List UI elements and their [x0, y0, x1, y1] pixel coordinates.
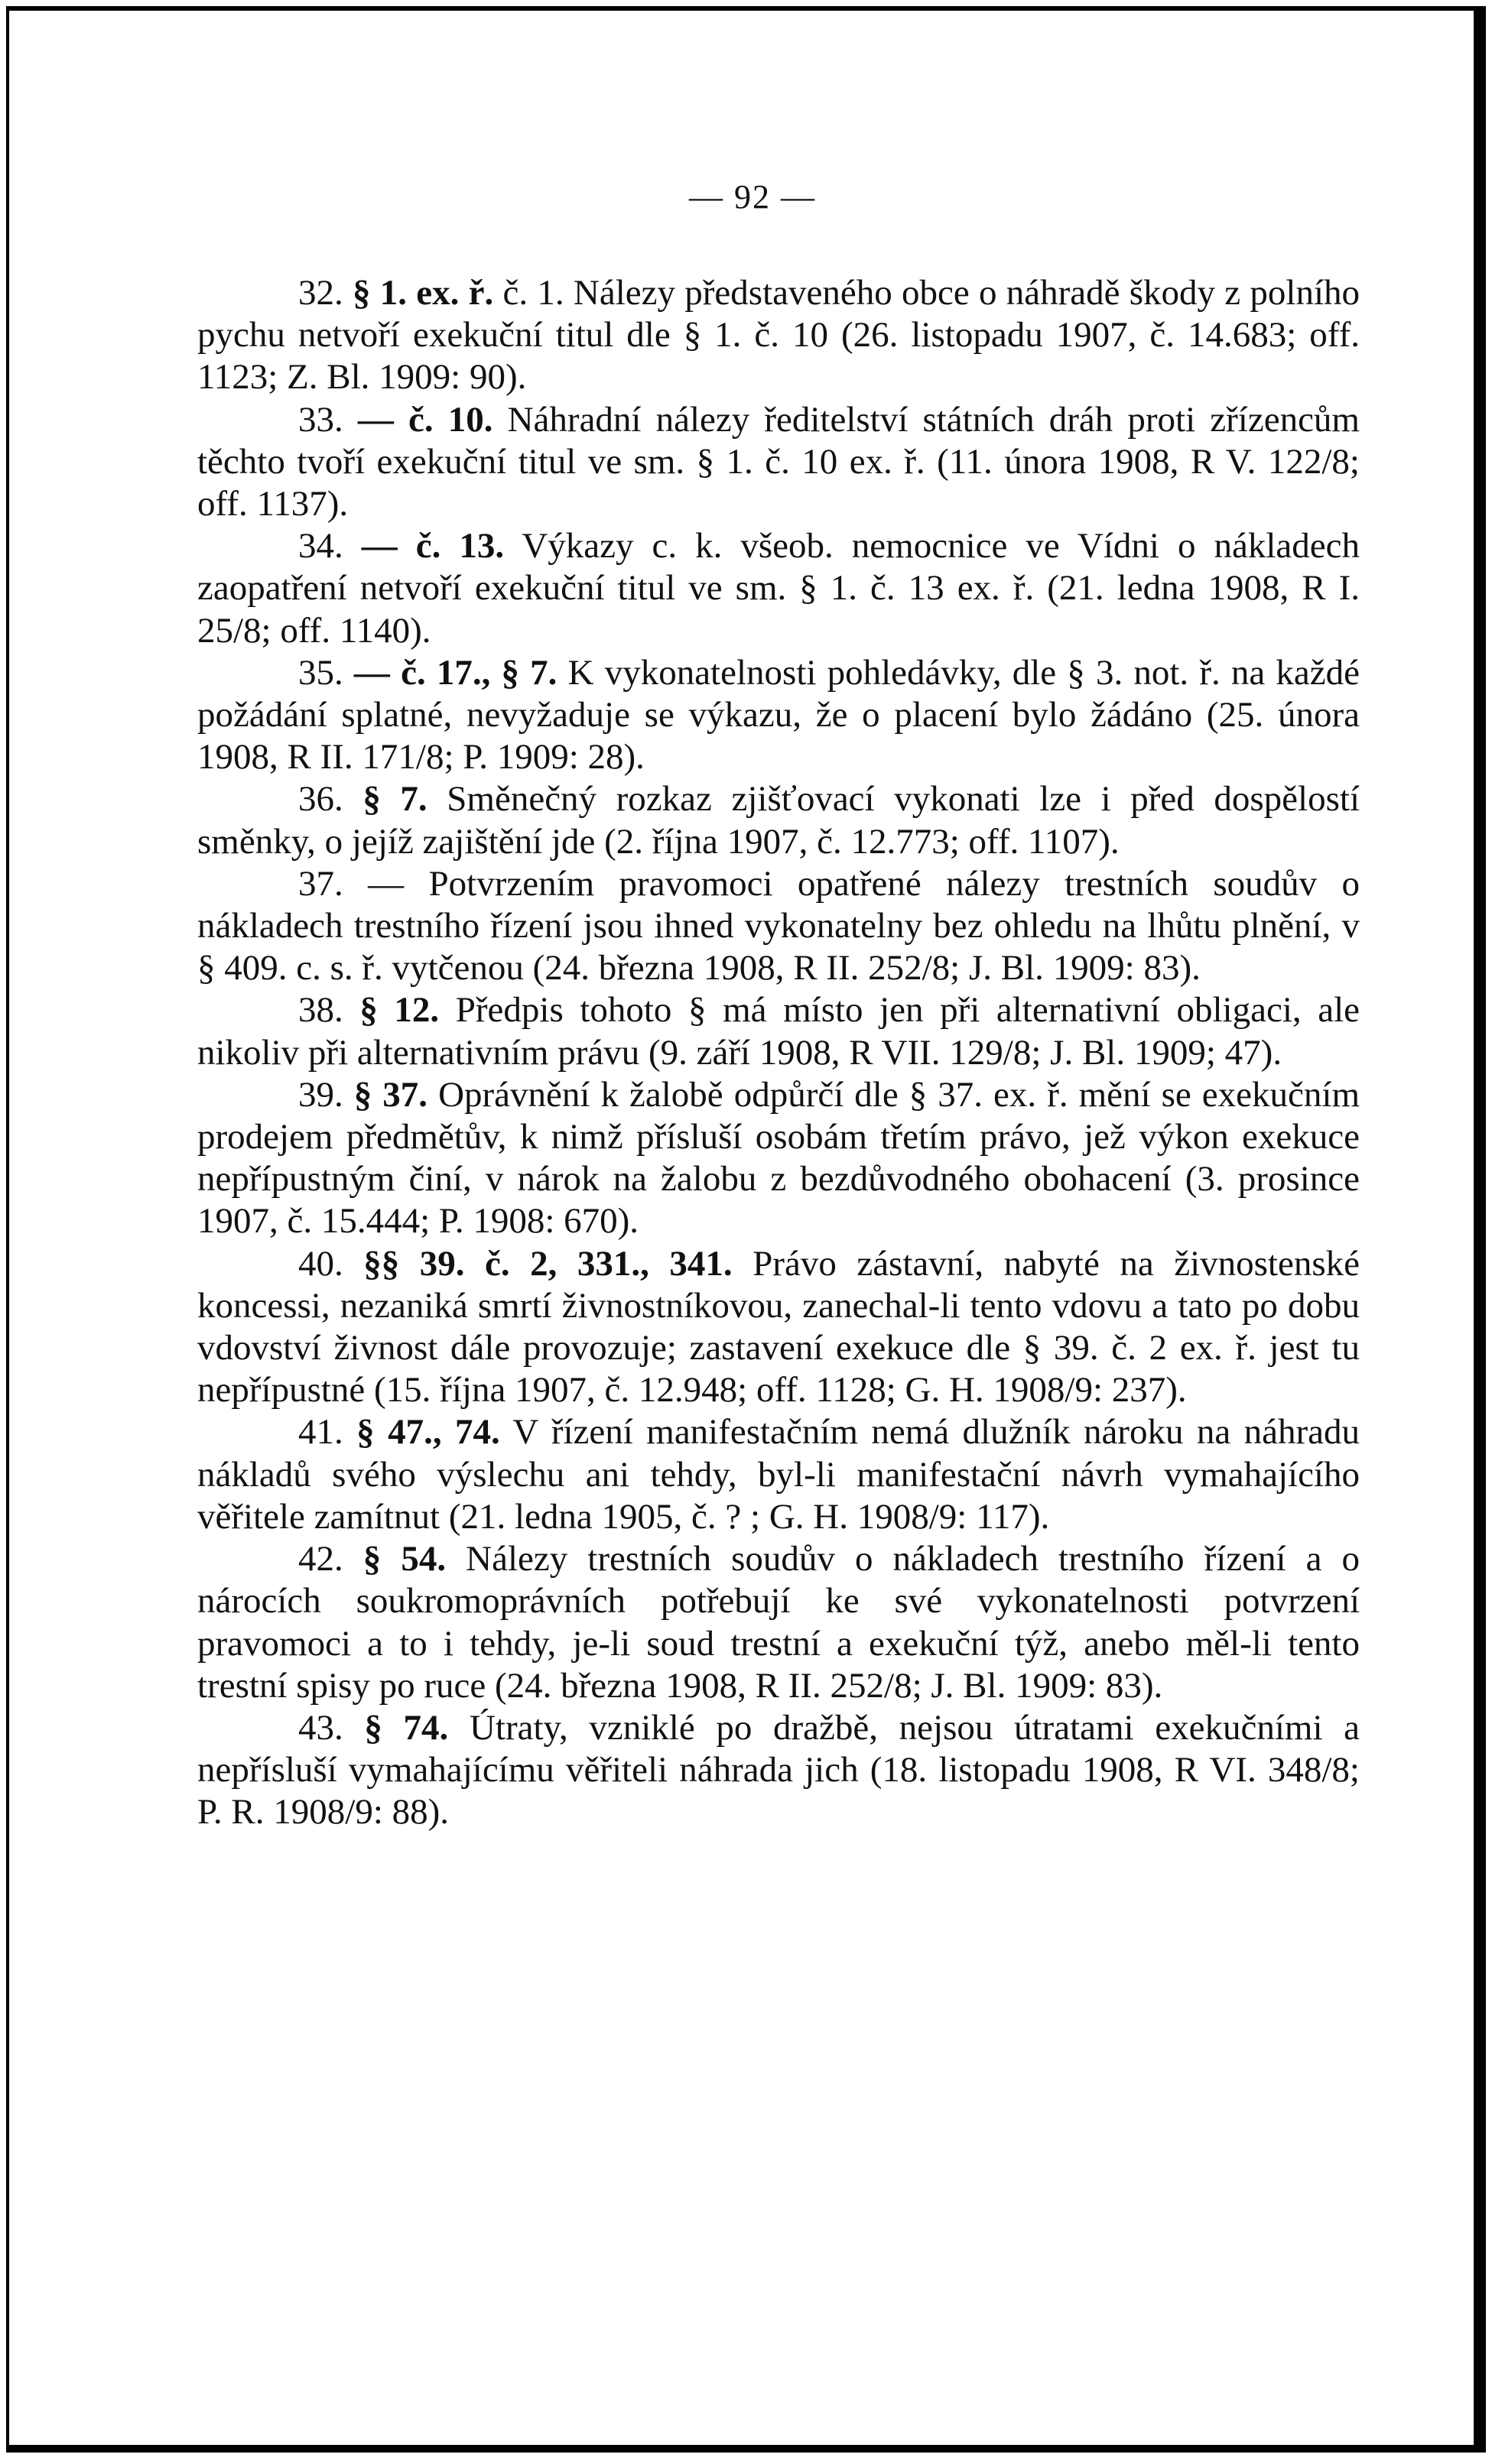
entry-39 [197, 1074, 1360, 1243]
entry-35 [197, 652, 1360, 779]
entry-number: 37. [298, 863, 343, 904]
entry-reference: § 37. [353, 1074, 428, 1115]
entry-reference: § 7. [362, 779, 427, 820]
entry-number: 34. [298, 526, 343, 566]
entry-number: 38. [298, 990, 343, 1031]
entry-number: 40. [298, 1243, 343, 1284]
entry-43 [197, 1707, 1360, 1834]
entry-reference: — č. 10. [357, 399, 493, 440]
entry-text: — Potvrzením pravomoci opatřené nálezy trestních soudův o nákladech trestního řízení jsou ihned vykonatelny bez ohledu na lhůtu plnění, v § 409. c. s. ř. vytčenou (24. března 1908, R II. 252/8; J. Bl. 1909: 83). [197, 863, 1360, 989]
entry-text: V řízení manifestačním nemá dlužník nároku na náhradu nákladů svého výslechu ani tehdy, byl-li manifestační návrh vymahajícího věřitele zamítnut (21. ledna 1905, č. ? ; G. H. 1908/9: 117). [197, 1412, 1360, 1537]
entry-number: 33. [298, 399, 343, 440]
entry-33 [197, 399, 1360, 526]
entry-text: Oprávnění k žalobě odpůrčí dle § 37. ex. ř. mění se exekučním prodejem předmětův, k nimž přísluší osobám třetím právo, jež výkon exekuce nepřípustným činí, v nárok na žalobu z bezdůvodného obohacení (3. prosince 1907, č. 15.444; P. 1908: 670). [197, 1074, 1360, 1242]
entry-text: Nálezy trestních soudův o nákladech trestního řízení a o nárocích soukromoprávních potřebují ke své vykonatelnosti potvrzení pravomoci a to i tehdy, je-li soud trestní a exekuční týž, anebo měl-li tento trestní spisy po ruce (24. března 1908, R II. 252/8; J. Bl. 1909: 83). [197, 1539, 1360, 1706]
entry-36 [197, 778, 1360, 862]
entry-text: Výkazy c. k. všeob. nemocnice ve Vídni o nákladech zaopatření netvoří exekuční titul ve sm. § 1. č. 13 ex. ř. (21. ledna 1908, R I. 25/8; off. 1140). [197, 526, 1360, 651]
entry-32 [197, 272, 1360, 399]
entry-text: K vykonatelnosti pohledávky, dle § 3. not. ř. na každé požádání splatné, nevyžaduje se výkazu, že o placení bylo žádáno (25. února 1908, R II. 171/8; P. 1909: 28). [197, 652, 1360, 778]
entry-reference: § 12. [359, 990, 440, 1031]
entry-text: Náhradní nálezy ředitelství státních dráh proti zřízencům těchto tvoří exekuční titul ve sm. § 1. č. 10 ex. ř. (11. února 1908, R V. 122/8; off. 1137). [197, 399, 1360, 524]
entry-40 [197, 1243, 1360, 1412]
entry-number: 32. [298, 273, 343, 313]
entry-reference: § 54. [362, 1539, 447, 1579]
entry-text: Předpis tohoto § má místo jen při alternativní obligaci, ale nikoliv při alternativním právu (9. září 1908, R VII. 129/8; J. Bl. 1909; 47). [197, 990, 1360, 1073]
entry-number: 39. [298, 1074, 343, 1115]
entry-text: Útraty, vzniklé po dražbě, nejsou útratami exekučními a nepřísluší vymahajícímu věřiteli náhrada jich (18. listopadu 1908, R VI. 348/8; P. R. 1908/9: 88). [197, 1707, 1360, 1833]
entry-text: č. 1. Nálezy představeného obce o náhradě škody z polního pychu netvoří exekuční titul dle § 1. č. 10 (26. listopadu 1907, č. 14.683; off. 1123; Z. Bl. 1909: 90). [197, 273, 1360, 398]
entry-34 [197, 525, 1360, 652]
entry-reference: § 74. [364, 1707, 449, 1748]
entry-number: 42. [298, 1539, 343, 1579]
entry-37 [197, 863, 1360, 990]
entry-reference: — č. 13. [361, 526, 505, 566]
entry-42 [197, 1538, 1360, 1707]
entry-38 [197, 989, 1360, 1073]
entry-number: 41. [298, 1412, 343, 1453]
page-number: — 92 — [689, 178, 816, 216]
entry-number: 43. [298, 1707, 343, 1748]
document-body [197, 272, 1360, 1834]
entry-number: 36. [298, 779, 343, 820]
entry-text: Právo zástavní, nabyté na živnostenské koncessi, nezaniká smrtí živnostníkovou, zanechal-li tento vdovu a tato po dobu vdovství živnost dále provozuje; zastavení exekuce dle § 39. č. 2 ex. ř. jest tu nepřípustné (15. října 1907, č. 12.948; off. 1128; G. H. 1908/9: 237). [197, 1243, 1360, 1411]
entry-number: 35. [298, 652, 343, 693]
entry-reference: — č. 17., § 7. [353, 652, 557, 693]
entry-reference: §§ 39. č. 2, 331., 341. [363, 1243, 733, 1284]
entry-text: Směnečný rozkaz zjišťovací vykonati lze i před dospělostí směnky, o jejíž zajištění jde (2. října 1907, č. 12.773; off. 1107). [197, 779, 1360, 862]
entry-reference: § 1. ex. ř. [353, 273, 494, 313]
entry-41 [197, 1411, 1360, 1538]
entry-reference: § 47., 74. [356, 1412, 500, 1453]
